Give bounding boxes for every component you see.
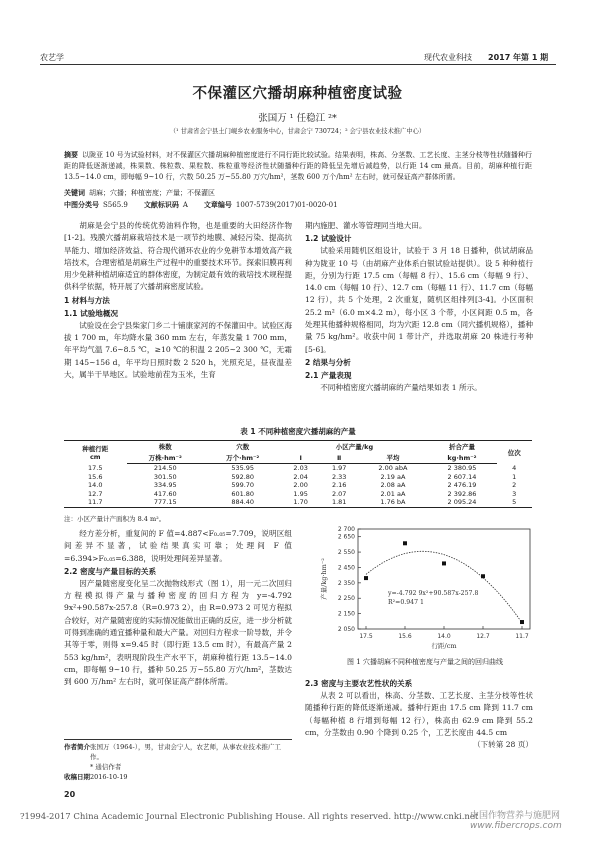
x-tick-label: 15.6 — [398, 633, 412, 640]
heading-results: 2 结果与分析 — [305, 357, 351, 367]
y-tick-label: 2 150 — [337, 610, 355, 618]
heading-density-traits: 2.3 密度与主要农艺性状的关系 — [305, 679, 413, 688]
traits-paragraph: 从表 2 可以看出，株高、分茎数、工艺长度、主茎分枝等性状随播种行距的降低逐渐递减。播种行距由 17.5 cm 降到 11.7 cm（每幅种植 8 行增到每幅 12 行），株高由 62.9 cm 降到 55.2 cm，分茎数由 0.90 个降到 0.25 个，工艺长度由 44.5 cm — [305, 691, 533, 737]
table-cell-stems: 777.15 — [127, 498, 204, 507]
y-tick-label: 2 350 — [337, 579, 355, 587]
article-authors: 张国万 ¹ 任稳江 ²* — [258, 113, 337, 124]
doc-code-value: A — [182, 201, 188, 209]
data-point — [442, 561, 446, 565]
x-tick-label: 17.5 — [359, 633, 373, 640]
footnote — [64, 742, 292, 782]
body-column-right-lower — [305, 677, 533, 751]
table-cell-r2: 2.33 — [331, 472, 347, 481]
issue-label: 2017 年第 1 期 — [488, 53, 549, 62]
keywords-text: 胡麻；穴播；种植密度；产量；不保灌区 — [89, 189, 215, 197]
table-cell-spacing: 14.0 — [88, 481, 103, 490]
table-cell-rank: 4 — [512, 463, 517, 472]
yield-table — [64, 440, 532, 508]
table-cell-spacing: 12.7 — [88, 489, 103, 498]
y-tick-label: 2 700 — [337, 526, 355, 533]
table-cell-holes: 535.95 — [231, 464, 255, 472]
table-cell-yield: 2 392.86 — [447, 489, 477, 498]
abstract — [64, 150, 532, 183]
x-tick-label: 14.0 — [437, 633, 451, 640]
table-cell-avg: 1.76 bA — [358, 498, 427, 507]
x-tick-label: 12.7 — [476, 633, 490, 640]
table-cell-avg: 2.00 abA — [378, 464, 408, 472]
table-cell-r2: 2.07 — [331, 489, 347, 498]
table-row — [64, 464, 532, 473]
table-cell-stems: 334.95 — [153, 481, 177, 490]
table-cell-holes: 601.80 — [231, 489, 255, 498]
table-cell-stems: 301.50 — [153, 472, 177, 481]
body-column-left — [64, 220, 292, 381]
section-label: 农艺学 — [40, 53, 64, 62]
body-column-right — [305, 220, 533, 394]
table-cell-spacing: 11.7 — [64, 498, 127, 507]
col-converted-unit: kg·hm⁻² — [427, 452, 496, 464]
table-caption: 表 1 不同种植密度穴播胡麻的产量 — [240, 427, 356, 436]
data-point — [520, 620, 524, 624]
col-plot-yield: 小区产量/kg — [281, 441, 427, 453]
col-converted-yield: 折合产量 — [427, 441, 496, 453]
watermark-en: www.fibercrops.com — [470, 821, 562, 831]
table-cell-r2: 2.16 — [331, 481, 347, 490]
table-cell-yield: 2 607.14 — [447, 472, 477, 481]
regression-paragraph: 因产量随密度变化呈二次抛物线形式（图 1），用一元二次回归方程模拟得产量与播种密度的回归方程为 y=-4.792 9x²+90.587x-257.8（R=0.973 2），由 R=0.973 2 可见方程拟合较好，对产量随密度的实际情况能做出正确的反应，进一步分析就可得到准确的通宜播种量和最大产量。对回归方程求一阶导数，并令其等于零，则得 x=9.45 时（即行距 13.5 cm 时），有最高产量 2 553 kg/hm²，表明现阶段生产水平下，胡麻种植行距 13.5~14.0 cm，即每幅 9~10 行，播种 50.25 万~55.80 万穴/hm²，茎数达到 600 万/hm² 左右时，就可保证高产群体所需。 — [64, 578, 292, 687]
table-row — [64, 498, 532, 507]
bio-text: 张国万（1964-），男，甘肃会宁人，农艺师，从事农业技术推广工作。 — [90, 743, 281, 761]
article-number-value: 1007-5739(2017)01-0020-01 — [235, 201, 338, 209]
bio-label: 作者简介 — [64, 743, 90, 751]
regression-chart — [318, 523, 540, 653]
table-cell-holes: 592.80 — [231, 472, 255, 481]
table-cell-rank: 3 — [512, 489, 517, 498]
watermark-cn: 中国作物营养与施肥网 — [470, 811, 561, 821]
abstract-text: 以陇亚 10 号为试验材料，对不保灌区穴播胡麻种植密度进行不同行距比较试验。结果表明，株高、分茎数、工艺长度、主茎分枝等性状随播种行距的降低逐渐递减，株果数、株粒数、果粒数、株粒重等经济性状随播种行距的降低呈先增后减趋势，以行距 14 cm 最高。目前，胡麻种植行距 13.5~14.0 cm，即每幅 9~10 行，穴数 50.25 万~55.80 万穴/hm²，茎数 600 万个/hm² 左右时，就可保证高产群体所需。 — [64, 151, 533, 181]
continued-note: （下转第 28 页） — [472, 740, 533, 750]
table-cell-stems: 214.50 — [153, 464, 177, 472]
table-cell-avg: 2.19 aA — [380, 472, 406, 481]
body-column-left-lower — [64, 528, 292, 689]
heading-site-overview: 1.1 试验地概况 — [64, 308, 119, 318]
clc — [64, 200, 128, 210]
table-cell-r2: 1.97 — [331, 464, 347, 472]
table-cell-rank: 2 — [512, 481, 517, 490]
corresponding-author: * 通信作者 — [90, 763, 122, 771]
col-rank: 位次 — [497, 441, 533, 464]
table-cell-avg: 2.08 aA — [380, 481, 406, 490]
intro-paragraph: 胡麻是会宁县的传统优势油料作物，也是重要的大田经济作物[1-2]。残膜穴播胡麻栽培技术是一项节约地膜、减轻污染、提高抗旱能力、增加经济效益、符合现代循环农业的少免耕节本增效高产栽培技术，合理密植是胡麻生产过程中的重要技术环节。探索旧膜再利用少免耕种植胡麻适宜的群体密度，为制定最有效的栽培技术规程提供科学依据，特开展了穴播胡麻密度试验。 — [64, 221, 292, 292]
table-cell-yield: 2 095.24 — [427, 498, 496, 507]
continuation-line: 期内施肥、灌水等管理同当地大田。 — [305, 221, 427, 230]
x-tick-label: 11.7 — [515, 633, 529, 640]
fit-r-squared: R²=0.947 1 — [388, 599, 424, 606]
table-cell-r2: 1.81 — [320, 498, 359, 507]
y-tick-label: 2 250 — [337, 595, 355, 603]
col-rep2: Ⅱ — [320, 452, 359, 464]
table-cell-r1: 1.95 — [293, 489, 308, 498]
doc-code-label: 文献标识码 — [143, 201, 179, 209]
table-row — [64, 490, 532, 499]
article-number-label: 文章编号 — [203, 201, 232, 209]
table-cell-r1: 2.03 — [293, 464, 308, 472]
received-date: 2016-10-19 — [90, 773, 128, 781]
table-cell-yield: 2 476.19 — [447, 481, 477, 490]
journal-name: 现代农业科技 — [424, 53, 472, 62]
y-axis-label: 产量/kg·hm⁻² — [320, 558, 328, 600]
footnote-rule — [64, 739, 292, 740]
col-spacing: 种植行距 cm — [64, 441, 127, 464]
heading-design: 1.2 试验设计 — [305, 234, 352, 244]
copyright-line: ?1994-2017 China Academic Journal Electronic Publishing House. All rights reserved. http://www.cnki.net — [20, 812, 479, 822]
table-cell-r1: 2.00 — [293, 481, 308, 490]
clc-label: 中图分类号 — [64, 201, 99, 209]
y-tick-label: 2 050 — [337, 626, 355, 633]
keywords-label: 关键词 — [64, 189, 85, 197]
doc-code — [144, 200, 188, 210]
col-avg: 平均 — [358, 452, 427, 464]
data-point — [403, 541, 407, 545]
table-cell-r1: 1.70 — [281, 498, 320, 507]
author-affiliation: （¹ 甘肃省会宁县土门岘乡农业服务中心，甘肃会宁 730724；² 会宁县农业技术推广中心） — [169, 128, 426, 135]
abstract-label: 摘要 — [64, 151, 79, 159]
article-number — [204, 200, 338, 210]
table-cell-yield: 2 380.95 — [447, 464, 477, 472]
table-cell-spacing: 17.5 — [88, 463, 103, 472]
table-cell-r1: 2.04 — [293, 472, 308, 481]
heading-yield: 2.1 产量表现 — [305, 370, 352, 380]
article-title: 不保灌区穴播胡麻种植密度试验 — [192, 86, 403, 102]
y-tick-label: 2 450 — [337, 564, 355, 572]
table-cell-rank: 1 — [512, 472, 517, 481]
clc-value: S565.9 — [103, 201, 128, 209]
figure-caption: 图 1 穴播胡麻不同种植密度与产量之间的回归曲线 — [347, 658, 503, 666]
data-point — [481, 574, 485, 578]
plot-frame — [358, 529, 530, 629]
table-cell-stems: 417.60 — [153, 489, 177, 498]
anova-paragraph: 经方差分析，重复间的 F 值=4.887<F₀.₀₅=7.709，说明区组间差异不显著，试验结果真实可靠；处理间 F 值=6.394>F₀.₀₅=6.388，说明处理间差异显著。 — [64, 529, 292, 563]
keywords — [64, 188, 532, 198]
table-cell-spacing: 15.6 — [88, 472, 103, 481]
received-label: 收稿日期 — [64, 773, 90, 781]
col-holes-unit: 万个·hm⁻² — [204, 452, 281, 464]
x-axis-label: 行距/cm — [431, 642, 457, 650]
header-rule — [40, 64, 556, 65]
site-paragraph: 试验设在会宁县柴家门乡二十铺康家河的不保灌田中。试验区海拔 1 700 m，年均降水量 360 mm 左右，年蒸发量 1 700 mm，年平均气温 7.6~8.5 ℃，≥10 ℃的积温 2 205~2 300 ℃，无霜期 145~156 d，年平均日照时数 2 520 h，光照充足，昼夜温差大，属半干旱地区。试验地前茬为玉米，生育 — [64, 320, 292, 379]
table-cell-holes: 884.40 — [204, 498, 281, 507]
table-cell-avg: 2.01 aA — [380, 489, 406, 498]
heading-materials-methods: 1 材料与方法 — [64, 295, 110, 305]
table-note: 注：小区产量计产面积为 8.4 m²。 — [64, 515, 166, 523]
yield-paragraph: 不同种植密度穴播胡麻的产量结果如表 1 所示。 — [320, 382, 482, 392]
col-rep1: Ⅰ — [281, 452, 320, 464]
col-holes: 穴数 — [204, 441, 281, 453]
data-point — [364, 576, 368, 580]
design-paragraph: 试验采用随机区组设计，试验于 3 月 18 日播种，供试胡麻品种为陇亚 10 号（由胡麻产业体系白银试验站提供）。设 5 种种植行距，分别为行距 17.5 cm（每幅 8 行）、15.6 cm（每幅 9 行）、14.0 cm（每幅 10 行）、12.7 cm（每幅 11 行）、11.7 cm（每幅 12 行），共 5 个处理，2 次重复，随机区组排列[3-4]。小区面积 25.2 m²（6.0 m×4.2 m），每小区 3 个带，小区间距 0.5 m，各处理其他播种规格相同，均为穴距 12.8 cm（同穴播机规格），播种量 75 kg/hm²。收获中间 1 带计产，并选取胡麻 20 株进行考种[5-6]。 — [305, 246, 533, 354]
table-row — [64, 473, 532, 482]
y-tick-label: 2 650 — [337, 533, 355, 541]
table-cell-rank: 5 — [497, 498, 533, 507]
table-row — [64, 481, 532, 490]
fit-equation: y=-4.792 9x²+90.587x-257.8 — [388, 590, 479, 597]
col-stems: 株数 — [127, 441, 204, 453]
classification-line — [64, 200, 532, 210]
heading-density-yield: 2.2 密度与产量目标的关系 — [64, 566, 157, 576]
table-cell-holes: 599.70 — [231, 481, 255, 490]
page-number: 20 — [64, 790, 76, 799]
col-stems-unit: 万株·hm⁻² — [127, 452, 204, 464]
y-tick-label: 2 550 — [337, 549, 355, 557]
